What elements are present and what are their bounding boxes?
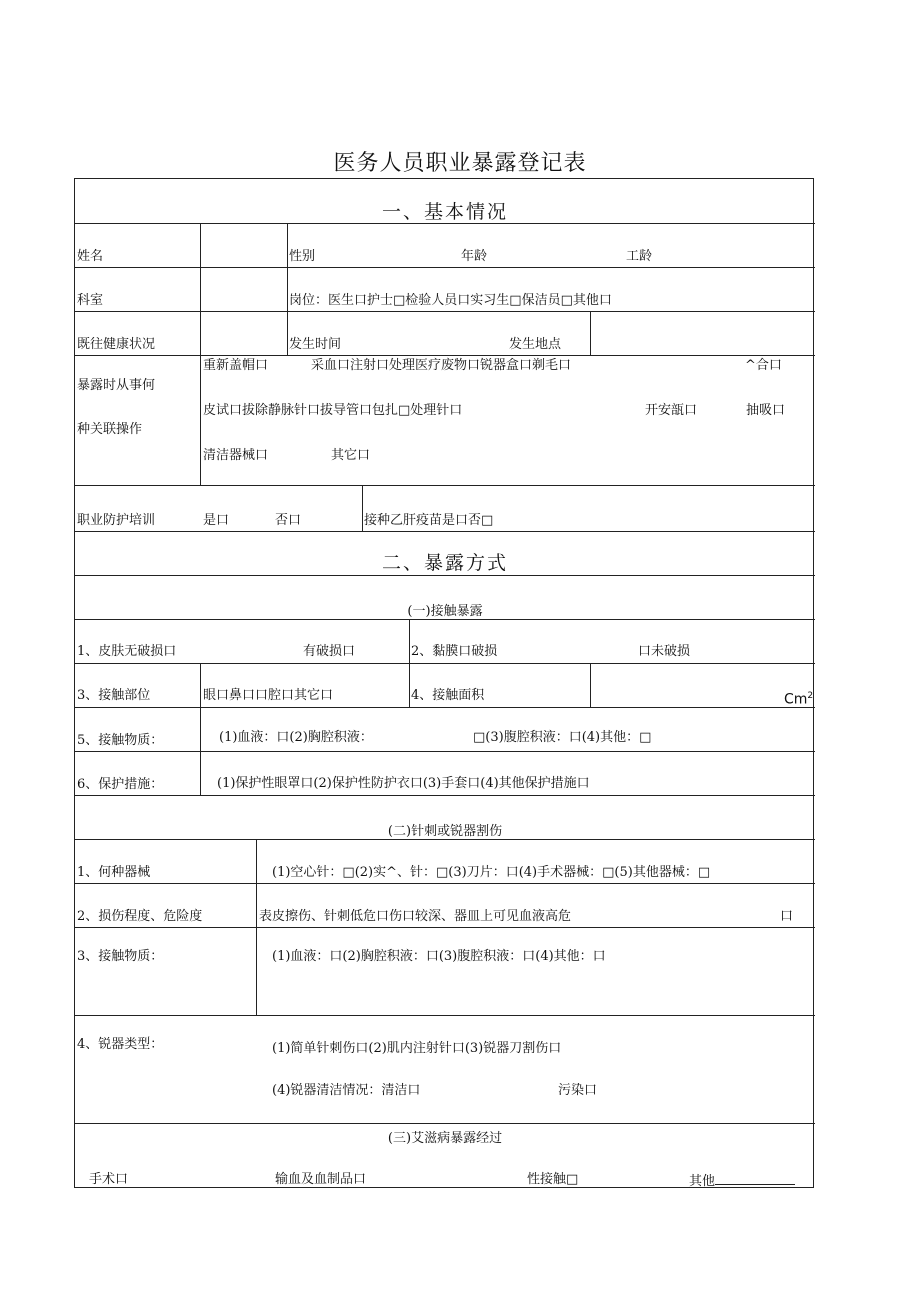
sharp-type-options[interactable]: (1)简单针刺伤口(2)肌内注射针口(3)锐器刀割伤口	[272, 1041, 562, 1056]
col-divider	[287, 223, 288, 355]
operation-options[interactable]: 开安瓿口	[645, 403, 698, 418]
contact-site-options[interactable]: 眼口鼻口口腔口其它口	[203, 688, 334, 703]
aids-surgery-option[interactable]: 手术口	[89, 1172, 129, 1187]
operation-options[interactable]: 皮试口拔除静脉针口拔导管口包扎□处理针口	[203, 403, 463, 418]
operation-options[interactable]: ^合口	[745, 358, 782, 373]
row-divider	[75, 927, 815, 928]
severity-text: 表皮擦伤、针刺低危口伤口较深、器皿上可见血液高危	[259, 909, 572, 924]
col-divider	[200, 663, 201, 707]
row-divider	[75, 311, 815, 312]
needle-substance-options[interactable]: (1)血液：口(2)胸腔积液：口(3)腹腔积液：口(4)其他：口	[272, 949, 606, 964]
training-yes-option[interactable]: 是口	[203, 513, 230, 528]
aids-other-blank[interactable]	[715, 1172, 795, 1185]
severity-label: 2、损伤程度、危险度	[77, 909, 203, 924]
operation-options[interactable]: 采血口注射口处理医疗废物口锐器盒口剃毛口	[311, 358, 572, 373]
age-label: 年龄	[461, 249, 488, 264]
row-divider	[75, 795, 815, 796]
time-label: 发生时间	[289, 337, 342, 352]
section-heading-exposure: 二、暴露方式	[381, 552, 508, 574]
col-divider	[200, 223, 201, 485]
contact-substance-options[interactable]: □(3)腹腔积液：口(4)其他：□	[473, 730, 652, 745]
aids-sexual-option[interactable]: 性接触□	[527, 1172, 579, 1187]
device-label: 1、何种器械	[77, 865, 151, 880]
operation-label: 种关联操作	[77, 422, 143, 437]
protection-label: 6、保护措施：	[77, 777, 164, 792]
operation-label: 暴露时从事何	[77, 378, 156, 393]
device-options[interactable]: (1)空心针：□(2)实^、针：□(3)刀片：口(4)手术器械：□(5)其他器械：□	[272, 865, 711, 880]
contact-site-label: 3、接触部位	[77, 688, 151, 703]
operation-options[interactable]: 清洁器械口	[203, 448, 269, 463]
aids-blood-option[interactable]: 输血及血制品口	[275, 1172, 367, 1187]
sharp-type-label: 4、锐器类型：	[77, 1037, 164, 1052]
form-title: 医务人员职业暴露登记表	[333, 151, 587, 176]
sharp-dirty-option[interactable]: 污染口	[558, 1083, 598, 1098]
mucosa-broken-option[interactable]: 2、黏膜口破损	[411, 644, 498, 659]
contact-area-label: 4、接触面积	[411, 688, 485, 703]
row-divider	[75, 267, 815, 268]
vaccine-options[interactable]: 接种乙肝疫苗是口否□	[364, 513, 494, 528]
training-no-option[interactable]: 否口	[275, 513, 302, 528]
operation-options[interactable]: 抽吸口	[746, 403, 786, 418]
contact-substance-label: 5、接触物质：	[77, 733, 164, 748]
skin-broken-option[interactable]: 有破损口	[303, 644, 356, 659]
seniority-label: 工龄	[626, 249, 653, 264]
col-divider	[362, 485, 363, 531]
row-divider	[75, 839, 815, 840]
registration-form	[74, 178, 814, 1188]
col-divider	[590, 311, 591, 355]
row-divider	[75, 575, 815, 576]
row-divider	[75, 485, 815, 486]
aids-exposure-heading: (三)艾滋病暴露经过	[387, 1131, 503, 1146]
contact-substance-options[interactable]: (1)血液：口(2)胸腔积液：	[219, 730, 373, 745]
severity-checkbox[interactable]: 口	[780, 909, 794, 924]
row-divider	[75, 663, 815, 664]
row-divider	[75, 1123, 815, 1124]
health-label: 既往健康状况	[77, 337, 156, 352]
name-label: 姓名	[77, 249, 104, 264]
sharp-clean-option[interactable]: (4)锐器清洁情况：清洁口	[272, 1083, 421, 1098]
section-heading-basic: 一、基本情况	[381, 201, 508, 223]
row-divider	[75, 883, 815, 884]
row-divider	[75, 619, 815, 620]
skin-intact-option[interactable]: 1、皮肤无破损口	[77, 644, 177, 659]
aids-other-option[interactable]: 其他	[689, 1172, 795, 1190]
row-divider	[75, 355, 815, 356]
col-divider	[256, 839, 257, 1015]
row-divider	[75, 751, 815, 752]
place-label: 发生地点	[509, 337, 562, 352]
dept-label: 科室	[77, 293, 104, 308]
operation-options[interactable]: 重新盖帽口	[203, 358, 269, 373]
operation-options[interactable]: 其它口	[331, 448, 371, 463]
contact-exposure-heading: (一)接触暴露	[407, 604, 483, 619]
col-divider	[590, 663, 591, 707]
row-divider	[75, 707, 815, 708]
needle-injury-heading: (二)针刺或锐器割伤	[387, 824, 503, 839]
row-divider	[75, 531, 815, 532]
training-label: 职业防护培训	[77, 513, 156, 528]
col-divider	[409, 619, 410, 707]
row-divider	[75, 1015, 815, 1016]
col-divider	[200, 707, 201, 795]
area-unit: Cm$^2$	[784, 691, 814, 708]
protection-options[interactable]: (1)保护性眼罩口(2)保护性防护衣口(3)手套口(4)其他保护措施口	[217, 776, 590, 791]
post-options[interactable]: 岗位：医生口护士□检验人员口实习生□保洁员□其他口	[289, 293, 612, 308]
gender-label: 性别	[289, 249, 316, 264]
needle-substance-label: 3、接触物质：	[77, 949, 164, 964]
mucosa-intact-option[interactable]: 口未破损	[638, 644, 691, 659]
